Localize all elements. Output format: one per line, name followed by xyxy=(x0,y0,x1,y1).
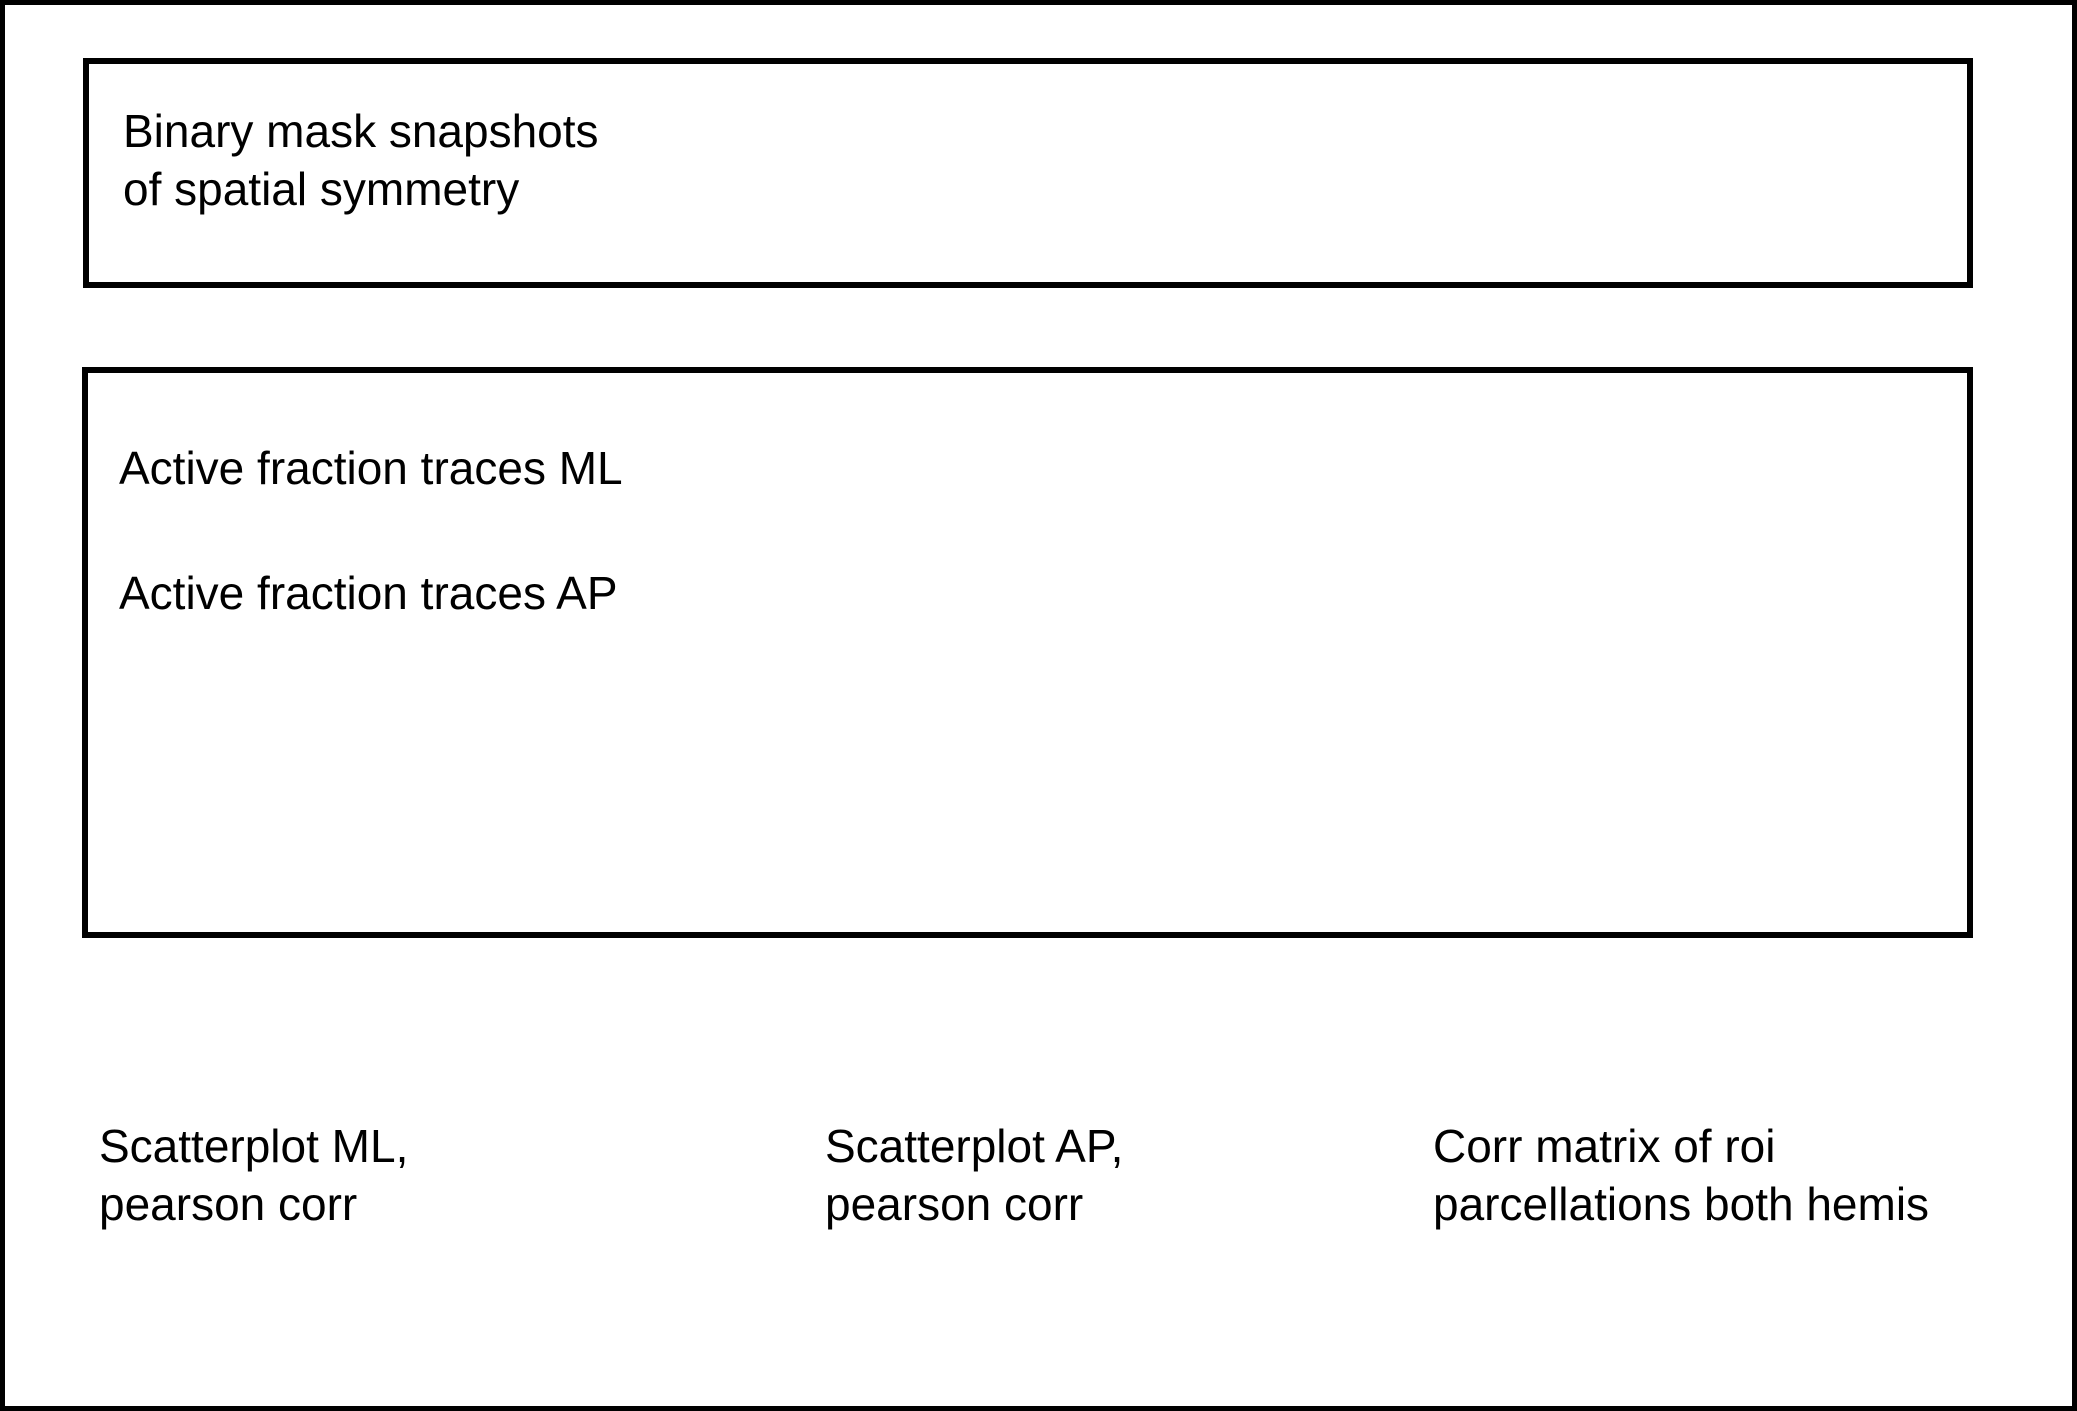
label-corr-matrix-roi-line1: Corr matrix of roi xyxy=(1433,1120,1776,1172)
panel-active-fraction-traces xyxy=(82,367,1973,938)
active-fraction-traces-ml-label: Active fraction traces ML xyxy=(119,442,623,494)
active-fraction-traces-ap-label: Active fraction traces AP xyxy=(119,567,618,619)
panel-binary-mask-label-line1: Binary mask snapshots xyxy=(123,105,599,157)
label-scatterplot-ml-line1: Scatterplot ML, xyxy=(99,1120,409,1172)
panel-binary-mask-label xyxy=(123,102,599,218)
label-scatterplot-ap-line2: pearson corr xyxy=(825,1178,1084,1230)
panel-binary-mask-snapshots xyxy=(83,58,1973,288)
label-scatterplot-ml-line2: pearson corr xyxy=(99,1178,358,1230)
label-scatterplot-ap-line1: Scatterplot AP, xyxy=(825,1120,1124,1172)
label-scatterplot-ml xyxy=(99,1117,408,1233)
label-corr-matrix-roi-line2: parcellations both hemis xyxy=(1433,1178,1930,1230)
panel-binary-mask-label-line2: of spatial symmetry xyxy=(123,163,520,215)
label-corr-matrix-roi xyxy=(1433,1117,1929,1233)
label-scatterplot-ap xyxy=(825,1117,1123,1233)
